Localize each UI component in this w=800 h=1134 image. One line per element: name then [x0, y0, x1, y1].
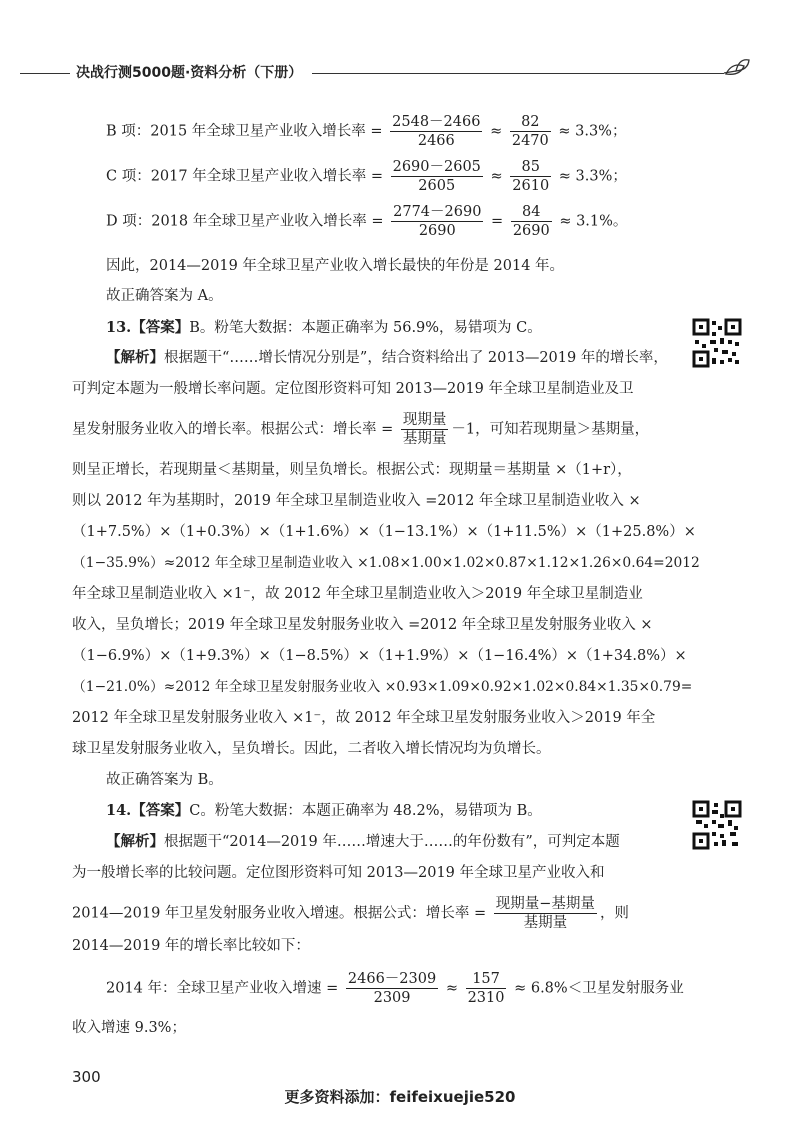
q14-formula-prefix: 2014—2019 年卫星发射服务业收入增速。根据公式：增长率 = [72, 905, 487, 922]
q14-analysis-line-3 [72, 895, 629, 932]
running-header [0, 62, 800, 86]
calc-line-b [106, 113, 626, 150]
q13-analysis-label: 【解析】 [106, 349, 164, 366]
q13-analysis-line-13: 球卫星发射服务业收入，呈负增长。因此，二者收入增长情况均为负增长。 [72, 741, 551, 757]
fraction: $\frac{2774-2690}{2690}$ [393, 204, 482, 239]
q13-analysis-text: 根据题干“……增长情况分别是”，结合资料给出了 2013—2019 年的增长率， [164, 350, 668, 366]
q13-formula-suffix: －1，可知若现期量＞基期量， [451, 421, 650, 438]
fraction: $\frac{84}{2690}$ [512, 204, 550, 239]
q14-answer-label: 14.【答案】 [106, 802, 190, 819]
calc-d-result: ≈ 3.1%。 [559, 213, 628, 230]
q13-analysis-line-8: 年全球卫星制造业收入 ×1⁻，故 2012 年全球卫星制造业收入＞2019 年全球卫星制造业 [72, 586, 643, 602]
approx-sign: ≈ [490, 168, 503, 185]
calc-d-prefix: D 项：2018 年全球卫星产业收入增长率 = [106, 213, 384, 230]
header-title: 决战行测5000题·资料分析（下册） [76, 65, 303, 81]
q14-calc-2014-continued: 收入增速 9.3%； [72, 1020, 186, 1036]
calc-c-prefix: C 项：2017 年全球卫星产业收入增长率 = [106, 168, 383, 185]
q14-calc-2014 [106, 970, 684, 1007]
qr-code-icon[interactable] [692, 318, 742, 368]
calc-b-result: ≈ 3.3%； [558, 123, 627, 140]
equal-sign: = [491, 213, 504, 230]
fraction: $\frac{157}{2310}$ [467, 971, 505, 1006]
q13-analysis-line-6: （1+7.5%）×（1+0.3%）×（1+1.6%）×（1−13.1%）×（1+11.5%）×（1+25.8%）× [72, 524, 696, 540]
q13-answer-label: 13.【答案】 [106, 319, 190, 336]
q13-analysis-line-5: 则以 2012 年为基期时，2019 年全球卫星制造业收入 =2012 年全球卫星制造业收入 × [72, 493, 641, 509]
header-rule-right [312, 73, 724, 74]
q14-formula-suffix: ，则 [599, 905, 629, 922]
q13-analysis-line-4: 则呈正增长，若现期量＜基期量，则呈负增长。根据公式：现期量＝基期量 ×（1+r）， [72, 462, 632, 478]
q13-analysis-line-1 [106, 348, 668, 368]
q13-analysis-line-11: （1−21.0%）≈2012 年全球卫星发射服务业收入 ×0.93×1.09×0.92×1.02×0.84×1.35×0.79= [72, 679, 693, 695]
q14-calc-prefix: 2014 年：全球卫星产业收入增速 = [106, 980, 339, 997]
q14-calc-result: ≈ 6.8%＜卫星发射服务业 [514, 980, 684, 997]
sprout-icon [722, 54, 752, 82]
q13-analysis-line-3 [72, 411, 649, 448]
q13-analysis-line-2: 可判定本题为一般增长率问题。定位图形资料可知 2013—2019 年全球卫星制造业及卫 [72, 381, 634, 397]
answer-q12: 故正确答案为 A。 [106, 288, 223, 304]
q13-answer-text: B。粉笔大数据：本题正确率为 56.9%，易错项为 C。 [189, 320, 542, 336]
conclusion-q12: 因此，2014—2019 年全球卫星产业收入增长最快的年份是 2014 年。 [106, 258, 565, 274]
page-number: 300 [72, 1068, 101, 1086]
q13-analysis-line-12: 2012 年全球卫星发射服务业收入 ×1⁻，故 2012 年全球卫星发射服务业收入＞2019 年全 [72, 710, 656, 726]
q14-answer [106, 801, 542, 821]
header-rule-left [20, 73, 70, 74]
q14-analysis-label: 【解析】 [106, 833, 164, 850]
growth-rate-fraction: $\frac{\text{现期量}}{\text{基期量}}$ [402, 412, 447, 447]
q13-analysis-line-7: （1−35.9%）≈2012 年全球卫星制造业收入 ×1.08×1.00×1.02×0.87×1.12×1.26×0.64=2012 [72, 555, 700, 571]
calc-c-result: ≈ 3.3%； [558, 168, 627, 185]
q14-analysis-line-4: 2014—2019 年的增长率比较如下： [72, 938, 310, 954]
q13-final-answer: 故正确答案为 B。 [106, 772, 223, 788]
q14-analysis-line-2: 为一般增长率的比较问题。定位图形资料可知 2013—2019 年全球卫星产业收入和 [72, 865, 605, 881]
qr-code-icon[interactable] [692, 800, 742, 850]
q13-analysis-line-9: 收入，呈负增长；2019 年全球卫星发射服务业收入 =2012 年全球卫星发射服务业收入 × [72, 617, 653, 633]
approx-sign: ≈ [445, 980, 458, 997]
q13-formula-prefix: 星发射服务业收入的增长率。根据公式：增长率 = [72, 421, 394, 438]
calc-b-prefix: B 项：2015 年全球卫星产业收入增长率 = [106, 123, 383, 140]
growth-rate-fraction: $\frac{\text{现期量−基期量}}{\text{基期量}}$ [495, 896, 595, 931]
calc-line-d [106, 203, 627, 240]
fraction: $\frac{82}{2470}$ [511, 114, 549, 149]
fraction: $\frac{2466-2309}{2309}$ [347, 971, 437, 1006]
q13-analysis-line-10: （1−6.9%）×（1+9.3%）×（1−8.5%）×（1+1.9%）×（1−16.4%）×（1+34.8%）× [72, 648, 687, 664]
approx-sign: ≈ [490, 123, 503, 140]
q14-analysis-text: 根据题干“2014—2019 年……增速大于……的年份数有”，可判定本题 [164, 834, 620, 850]
calc-line-c [106, 158, 627, 195]
fraction: $\frac{2690-2605}{2605}$ [392, 159, 481, 194]
fraction: $\frac{85}{2610}$ [512, 159, 550, 194]
q14-analysis-line-1 [106, 832, 620, 852]
q13-answer [106, 318, 542, 338]
footer-watermark: 更多资料添加：feifeixuejie520 [284, 1088, 516, 1106]
q14-answer-text: C。粉笔大数据：本题正确率为 48.2%，易错项为 B。 [189, 803, 542, 819]
fraction: $\frac{2548-2466}{2466}$ [392, 114, 481, 149]
